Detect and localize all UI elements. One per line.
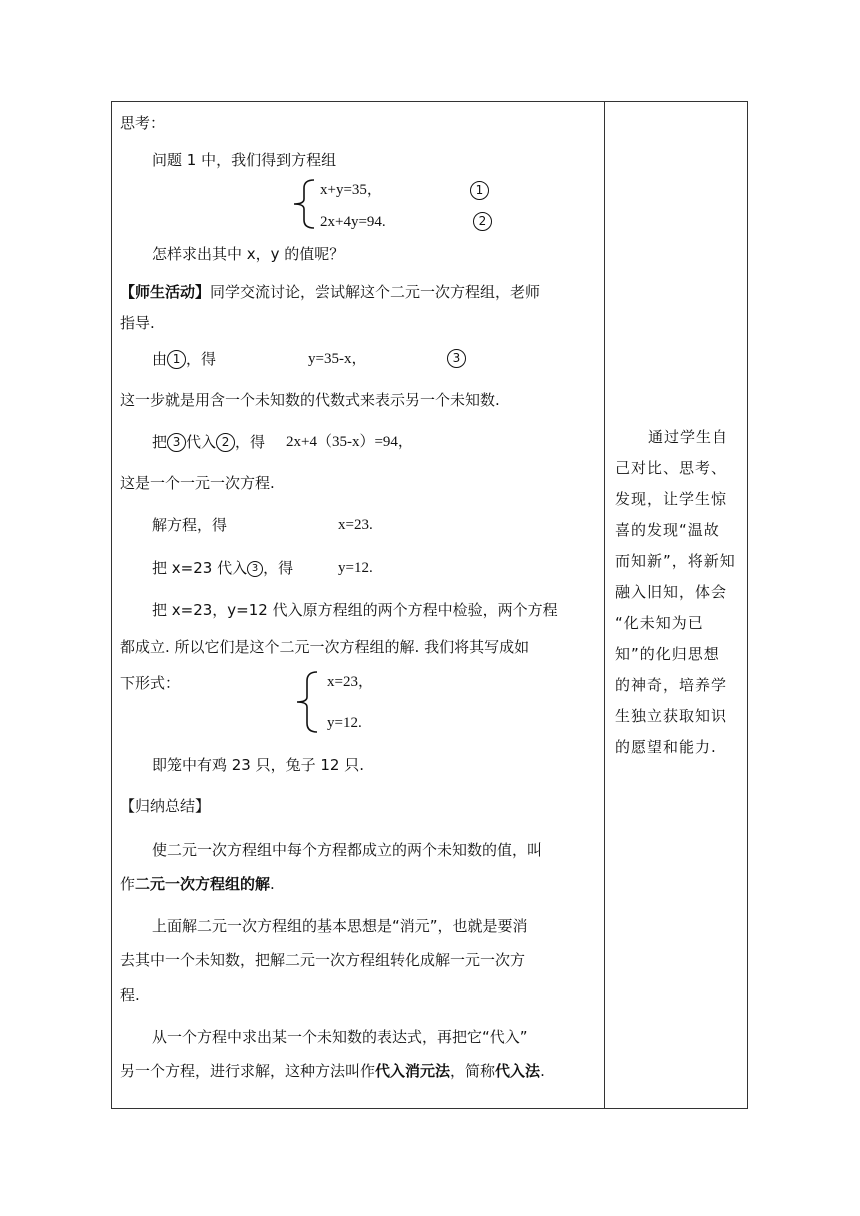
sum2-line-2: 去其中一个未知数，把解二元一次方程组转化成解一元一次方 bbox=[120, 951, 526, 969]
summary-tag: 【归纳总结】 bbox=[120, 797, 211, 815]
step2-suffix: ，得 bbox=[235, 433, 266, 451]
step1-text bbox=[152, 349, 216, 369]
term-solution: 二元一次方程组的解 bbox=[135, 875, 271, 893]
step2-ref-2: 2 bbox=[216, 433, 235, 452]
side-note-line: 发现，让学生惊 bbox=[615, 490, 728, 508]
step2-expr: 2x+4（35-x）=94， bbox=[286, 434, 413, 450]
sys1-eq2: 2x+4y=94. bbox=[320, 214, 386, 230]
table-column-divider bbox=[604, 101, 605, 1109]
step3-expr: x=23. bbox=[338, 517, 373, 533]
sum3-mid: ，简称 bbox=[450, 1062, 496, 1080]
step4-ref-3: 3 bbox=[247, 561, 263, 577]
side-note-line: 而知新”，将新知 bbox=[615, 552, 736, 570]
explain-1: 这一步就是用含一个未知数的代数式来表示另一个未知数. bbox=[120, 391, 500, 409]
term-substitution: 代入法 bbox=[495, 1062, 541, 1080]
sys1-label-2: 2 bbox=[473, 212, 492, 231]
step1-label-3: 3 bbox=[447, 349, 466, 368]
side-note-line: “化未知为已 bbox=[615, 614, 704, 632]
step4-suffix: ，得 bbox=[263, 559, 294, 577]
sum2-line-1: 上面解二元一次方程组的基本思想是“消元”，也就是要消 bbox=[152, 917, 528, 935]
sys1-label-1: 1 bbox=[470, 181, 489, 200]
sum3-prefix: 另一个方程，进行求解，这种方法叫作 bbox=[120, 1062, 376, 1080]
side-note-line: 喜的发现“温故 bbox=[615, 521, 720, 539]
activity-text: 同学交流讨论，尝试解这个二元一次方程组，老师 bbox=[210, 283, 541, 301]
term-substitution-elimination: 代入消元法 bbox=[375, 1062, 451, 1080]
answer: 即笼中有鸡 23 只，兔子 12 只. bbox=[152, 756, 365, 774]
step2-prefix: 把 bbox=[152, 433, 168, 451]
sol-y: y=12. bbox=[327, 715, 362, 731]
check-line-2: 都成立. 所以它们是这个二元一次方程组的解. 我们将其写成如 bbox=[120, 638, 530, 656]
brace-2 bbox=[293, 670, 319, 734]
table-border-left bbox=[111, 101, 112, 1109]
side-note-line: 的神奇，培养学 bbox=[615, 676, 728, 694]
sum1-end: . bbox=[270, 875, 275, 893]
side-note-line: 通过学生自 bbox=[648, 428, 729, 446]
side-note-line: 生独立获取知识 bbox=[615, 707, 728, 725]
step1-prefix: 由 bbox=[152, 350, 168, 368]
step1-ref-1: 1 bbox=[167, 350, 186, 369]
step4-prefix: 把 x=23 代入 bbox=[152, 559, 248, 577]
table-border-right bbox=[747, 101, 748, 1109]
side-note-line: 的愿望和能力. bbox=[615, 738, 717, 756]
explain-2: 这是一个一元一次方程. bbox=[120, 474, 275, 492]
side-note-line: 知”的化归思想 bbox=[615, 645, 720, 663]
sum1-line-2 bbox=[120, 874, 275, 894]
sol-x: x=23， bbox=[327, 674, 373, 690]
step2-ref-3: 3 bbox=[167, 433, 186, 452]
side-note-line: 己对比、思考、 bbox=[615, 459, 728, 477]
step4-expr: y=12. bbox=[338, 560, 373, 576]
step3-label: 解方程，得 bbox=[152, 516, 228, 534]
step4-text bbox=[152, 558, 293, 578]
check-line-3: 下形式： bbox=[120, 674, 181, 692]
activity-line-1 bbox=[120, 282, 540, 302]
how-question: 怎样求出其中 x，y 的值呢？ bbox=[152, 245, 345, 263]
step1-expr: y=35-x， bbox=[308, 351, 367, 367]
step2-text bbox=[152, 432, 265, 452]
check-line-1: 把 x=23，y=12 代入原方程组的两个方程中检验，两个方程 bbox=[152, 601, 558, 619]
step2-mid: 代入 bbox=[186, 433, 217, 451]
side-note-line: 融入旧知，体会 bbox=[615, 583, 728, 601]
sum3-line-2 bbox=[120, 1061, 545, 1081]
sum1-line-1: 使二元一次方程组中每个方程都成立的两个未知数的值，叫 bbox=[152, 841, 543, 859]
q1-intro: 问题 1 中，我们得到方程组 bbox=[152, 151, 337, 169]
sum3-end: . bbox=[540, 1062, 545, 1080]
table-border-top bbox=[111, 101, 748, 102]
sum2-line-3: 程. bbox=[120, 986, 140, 1004]
sum3-line-1: 从一个方程中求出某一个未知数的表达式，再把它“代入” bbox=[152, 1028, 528, 1046]
activity-line-2: 指导. bbox=[120, 314, 155, 332]
sum1-prefix: 作 bbox=[120, 875, 136, 893]
think-label: 思考： bbox=[120, 114, 166, 132]
brace-1 bbox=[290, 178, 316, 230]
sys1-eq1: x+y=35， bbox=[320, 182, 382, 198]
step1-middle: ，得 bbox=[186, 350, 217, 368]
activity-tag: 【师生活动】 bbox=[120, 283, 211, 301]
table-border-bottom bbox=[111, 1108, 748, 1109]
